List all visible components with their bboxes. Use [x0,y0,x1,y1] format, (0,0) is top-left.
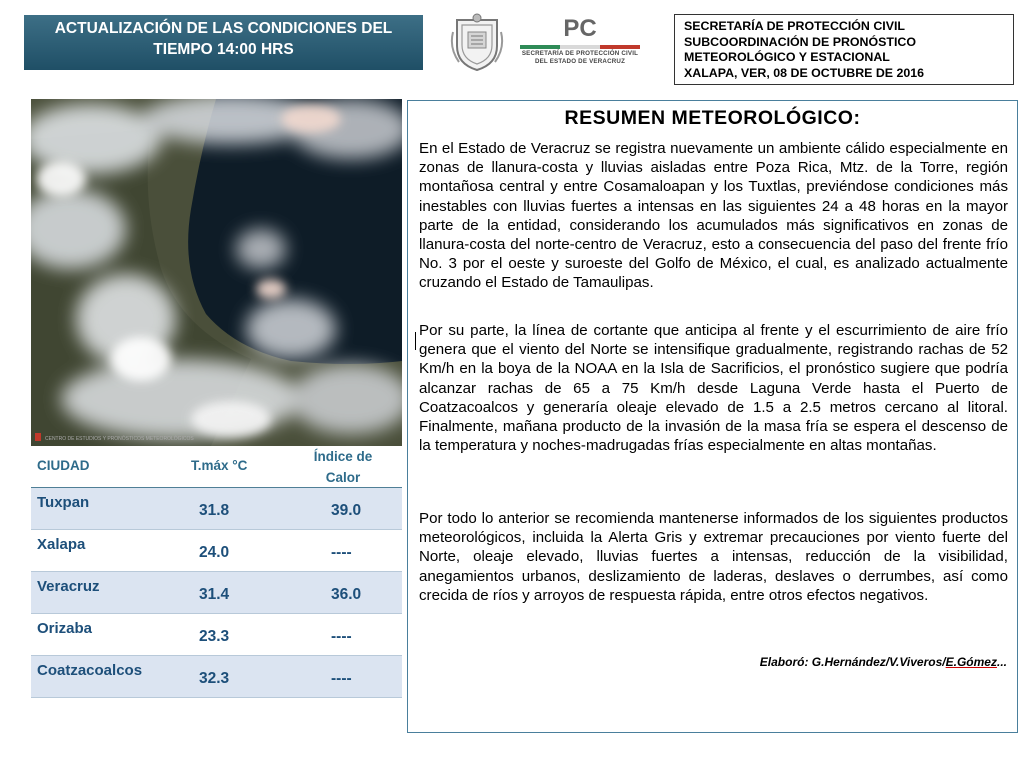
svg-text:CENTRO DE ESTUDIOS Y PRONÓSTIC: CENTRO DE ESTUDIOS Y PRONÓSTICOS METEOROLÓGICOS [45,436,194,442]
signature-prefix: Elaboró: G.Hernández/V.Viveros/ [759,655,946,669]
table-header [31,446,402,488]
prepared-by-signature [760,655,1007,669]
col-city-header: CIUDAD [37,458,90,473]
row-city: Tuxpan [37,494,90,511]
row-index: 36.0 [331,586,362,603]
table-row [31,488,402,530]
satellite-map-graphic [31,99,402,446]
summary-paragraph-2: Por su parte, la línea de cortante que anticipa al frente y el escurrimiento de aire frío genera que el viento del Norte se intensifique gradualmente, registrando rachas de 52 Km/h en la boya de la NOAA en la Isla de Sacrificios, el pronóstico sugiere que podría alcanzar rachas de 65 a 75 Km/h desde Laguna Verde hasta el Puerto de Coatzacoalcos y generaría oleaje elevado de 1.5 a 2.5 metros cercano al litoral. Finalmente, mañana producto de la invasión de la masa fría se espera el descenso de la temperatura y noches-madrugadas frías especialmente en altas montañas. [419,322,1008,455]
col-index-header-line2: Calor [325,470,361,485]
summary-title: RESUMEN METEOROLÓGICO: [564,107,861,129]
row-tmax: 32.3 [199,670,230,687]
proteccion-civil-logo [515,16,645,72]
row-tmax: 23.3 [199,628,230,645]
office-line1: SECRETARÍA DE PROTECCIÓN CIVIL [684,19,905,33]
row-city: Coatzacoalcos [37,662,143,679]
summary-paragraph-1: En el Estado de Veracruz se registra nuevamente un ambiente cálido especialmente en zonas de llanura-costa y lluvias aisladas entre Poza Rica, Mtz. de la Torre, región montañosa central y entre Cosamaloapan y los Tuxtlas, previéndose condiciones más inestables con lluvias fuertes a intensas en las siguientes 24 a 48 horas en la mayor parte de la entidad, considerando los acumulados más significativos en zonas de llanura-costa del norte-centro de Veracruz, esto a consecuencia del paso del frente frío No. 3 por el oeste y suroeste del Golfo de México, el cual, es analizado actualmente cruzando el Estado de Tamaulipas. [419,140,1008,292]
office-line4: XALAPA, VER, 08 DE OCTUBRE DE 2016 [684,65,925,80]
row-city: Veracruz [37,578,100,595]
table-row [31,614,402,656]
signature-underlined-name: E.Gómez [945,655,997,669]
report-title-banner [24,15,423,70]
office-line2: SUBCOORDINACIÓN DE PRONÓSTICO [684,34,916,49]
table-row [31,530,402,572]
report-title-line2: TIEMPO 14:00 HRS [153,41,294,58]
row-tmax: 24.0 [199,544,230,561]
row-index: ---- [331,544,352,561]
text-cursor [415,332,416,350]
row-tmax: 31.4 [199,586,230,603]
table-row [31,656,402,698]
office-info-box [674,14,1014,85]
satellite-image [31,99,402,446]
table-row [31,572,402,614]
row-tmax: 31.8 [199,502,230,519]
row-index: ---- [331,628,352,645]
signature-suffix: ... [996,655,1007,669]
col-index-header-line1: Índice de [313,449,373,464]
report-title-line1: ACTUALIZACIÓN DE LAS CONDICIONES DEL [54,20,393,37]
row-city: Orizaba [37,620,93,637]
summary-paragraph-3: Por todo lo anterior se recomienda mantenerse informados de los siguientes productos meteorológicos, incluida la Alerta Gris y extremar precauciones por viento fuerte del Norte, oleaje elevado, lluvias fuertes a intensas, reducción de la visibilidad, anegamientos urbanos, deslizamiento de laderas, deslaves o derrumbes, así como crecida de ríos y arroyos de respuesta rápida, entre otros efectos negativos. [419,510,1008,604]
temperature-table [31,446,402,698]
col-tmax-header: T.máx °C [191,458,248,473]
row-city: Xalapa [37,536,86,553]
veracruz-seal-icon [449,12,505,72]
pc-logo-mark: PC [563,15,597,42]
pc-logo-line2: DEL ESTADO DE VERACRUZ [534,58,626,65]
weather-summary-box [407,100,1018,733]
row-index: ---- [331,670,352,687]
office-line3: METEOROLÓGICO Y ESTACIONAL [684,50,890,65]
col-index-header [310,446,376,488]
pc-logo-line1: SECRETARÍA DE PROTECCIÓN CIVIL [521,50,639,57]
row-index: 39.0 [331,502,362,519]
